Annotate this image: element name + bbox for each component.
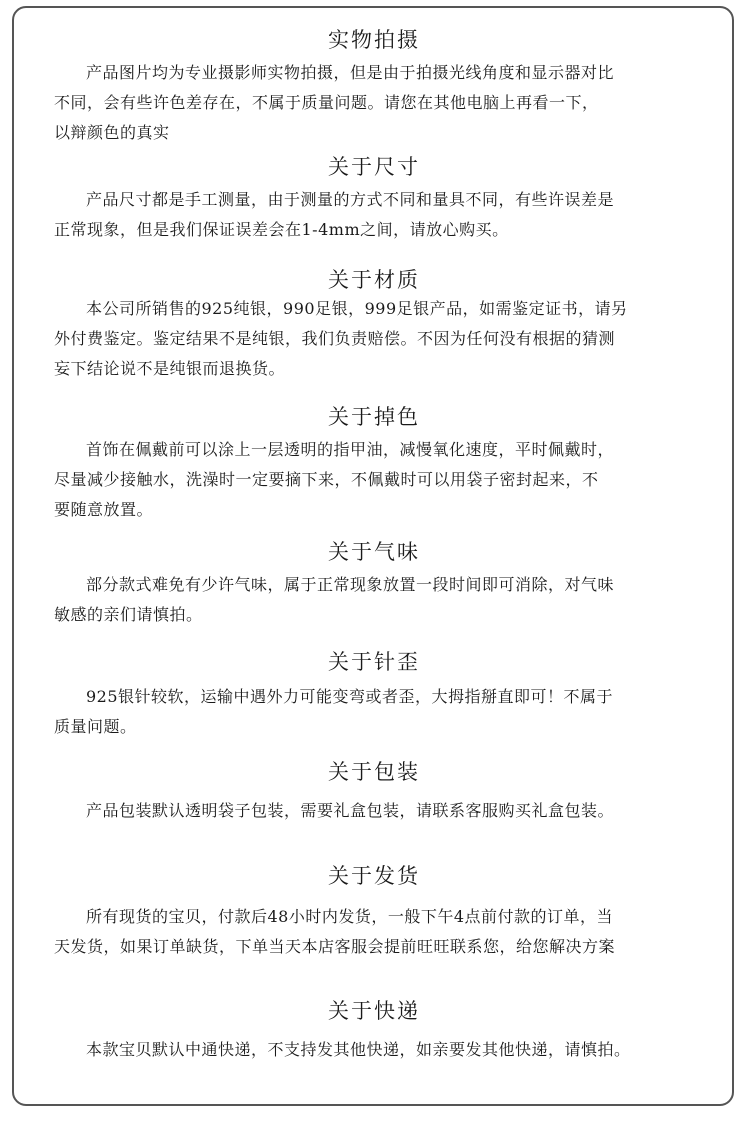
- section-size: [54, 153, 694, 245]
- body-line: 产品图片均为专业摄影师实物拍摄，但是由于拍摄光线角度和显示器对比: [86, 63, 615, 82]
- section-heading: 关于掉色: [328, 405, 420, 429]
- body-line: 本公司所销售的925纯银，990足银，999足银产品，如需鉴定证书，请另: [86, 299, 628, 318]
- body-line: 以辩颜色的真实: [54, 123, 170, 142]
- body-line: 尽量减少接触水，洗澡时一定要摘下来，不佩戴时可以用袋子密封起来，不: [54, 470, 599, 489]
- section-body: [54, 58, 694, 148]
- section-body: [54, 185, 694, 245]
- body-line: 产品包装默认透明袋子包装，需要礼盒包装，请联系客服购买礼盒包装。: [86, 801, 615, 820]
- section-fading: [54, 403, 694, 525]
- section-photo: [54, 26, 694, 148]
- body-line: 正常现象，但是我们保证误差会在1-4mm之间，请放心购买。: [54, 220, 509, 239]
- section-body: [54, 682, 694, 742]
- body-line: 妄下结论说不是纯银而退换货。: [54, 359, 286, 378]
- section-body: [54, 570, 694, 630]
- section-bent-pin: [54, 648, 694, 742]
- section-packaging: [54, 758, 694, 826]
- section-heading: 关于发货: [328, 864, 420, 888]
- section-heading: 关于尺寸: [328, 155, 420, 179]
- body-line: 敏感的亲们请慎拍。: [54, 605, 203, 624]
- section-heading: 关于针歪: [328, 650, 420, 674]
- section-heading: 关于快递: [328, 999, 420, 1023]
- body-line: 部分款式难免有少许气味，属于正常现象放置一段时间即可消除，对气味: [86, 575, 615, 594]
- body-line: 天发货，如果订单缺货，下单当天本店客服会提前旺旺联系您，给您解决方案: [54, 937, 616, 956]
- section-body: [54, 435, 694, 525]
- section-shipping: [54, 862, 694, 962]
- body-line: 要随意放置。: [54, 500, 154, 519]
- body-line: 所有现货的宝贝，付款后48小时内发货，一般下午4点前付款的订单，当: [86, 907, 614, 926]
- body-line: 不同，会有些许色差存在，不属于质量问题。请您在其他电脑上再看一下，: [54, 93, 599, 112]
- section-heading: 关于包装: [328, 760, 420, 784]
- section-heading: 实物拍摄: [328, 28, 420, 52]
- section-odor: [54, 538, 694, 630]
- section-body: [54, 796, 694, 826]
- body-line: 本款宝贝默认中通快递，不支持发其他快递，如亲要发其他快递，请慎拍。: [86, 1040, 631, 1059]
- body-line: 首饰在佩戴前可以涂上一层透明的指甲油，减慢氧化速度，平时佩戴时，: [86, 440, 615, 459]
- section-material: [54, 266, 694, 384]
- section-courier: [54, 997, 694, 1065]
- section-body: [54, 902, 694, 962]
- section-heading: 关于材质: [328, 268, 420, 292]
- section-body: [54, 294, 694, 384]
- section-heading: 关于气味: [328, 540, 420, 564]
- body-line: 925银针较软，运输中遇外力可能变弯或者歪，大拇指掰直即可！不属于: [86, 687, 614, 706]
- body-line: 外付费鉴定。鉴定结果不是纯银，我们负责赔偿。不因为任何没有根据的猜测: [54, 329, 616, 348]
- body-line: 质量问题。: [54, 717, 137, 736]
- section-body: [54, 1035, 694, 1065]
- body-line: 产品尺寸都是手工测量，由于测量的方式不同和量具不同，有些许误差是: [86, 190, 615, 209]
